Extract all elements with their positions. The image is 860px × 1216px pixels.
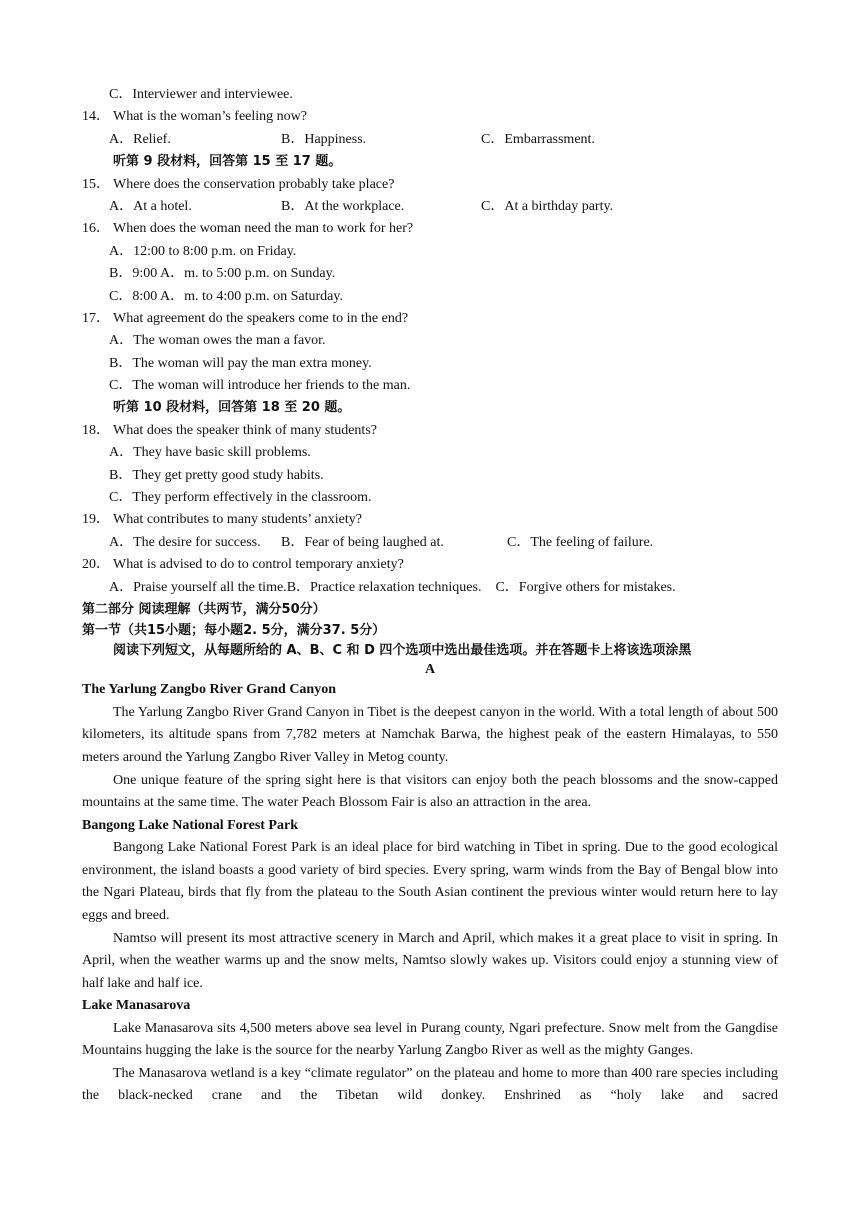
option-a: A．They have basic skill problems.	[109, 445, 311, 461]
option-c: C．They perform effectively in the classroom.	[109, 490, 372, 506]
section-9-instruction: 听第 9 段材料，回答第 15 至 17 题。	[113, 154, 342, 170]
option-c: C．The feeling of failure.	[507, 534, 654, 550]
option-a: A．12:00 to 8:00 p.m. on Friday.	[109, 243, 297, 259]
passage-label: A	[424, 662, 436, 678]
question-14-options	[82, 129, 778, 151]
option-c: C．8:00 A．m. to 4:00 p.m. on Saturday.	[109, 288, 343, 304]
question-17	[82, 308, 778, 330]
option-b: B．Fear of being laughed at.	[281, 534, 444, 550]
option-b: B．Happiness.	[281, 131, 367, 147]
reading-instructions: 阅读下列短文，从每题所给的 A、B、C 和 D 四个选项中选出最佳选项。并在答题卡上将该选项涂黑	[113, 643, 692, 659]
question-14	[82, 106, 778, 128]
option-b: B．Practice relaxation techniques.	[286, 579, 482, 595]
paragraph: The Yarlung Zangbo River Grand Canyon in Tibet is the deepest canyon in the world. With a total length of about 500 kilometers, its altitude spans from 7,782 meters at Namchak Barwa, the highest peak of the eastern Himalayas, to 550 meters around the Yarlung Zangbo River Valley in Metog county.	[82, 704, 778, 765]
paragraph: The Manasarova wetland is a key “climate regulator” on the plateau and home to more than 400 rare species including the black-necked crane and the Tibetan wild donkey. Enshrined as “holy lake and sacred	[82, 1065, 778, 1104]
question-15	[82, 174, 778, 196]
page-content	[82, 84, 778, 1108]
option-c: C．Embarrassment.	[481, 131, 595, 147]
option-b: B．At the workplace.	[281, 198, 405, 214]
question-number: 17．	[82, 310, 110, 326]
option-b: B．The woman will pay the man extra money.	[109, 355, 372, 371]
question-text: What does the speaker think of many students?	[113, 422, 377, 438]
question-20	[82, 554, 778, 576]
question-20-options	[82, 577, 778, 599]
part-two-title: 第二部分 阅读理解（共两节，满分50分）	[82, 601, 326, 617]
section-one-title: 第一节（共15小题；每小题2. 5分，满分37. 5分）	[82, 623, 386, 639]
question-number: 14．	[82, 109, 110, 125]
question-number: 18．	[82, 422, 110, 438]
question-text: What is the woman’s feeling now?	[113, 109, 308, 125]
question-15-options	[82, 196, 778, 218]
question-text: What is advised to do to control temporary anxiety?	[113, 557, 404, 573]
question-18	[82, 420, 778, 442]
option-c: C．At a birthday party.	[481, 198, 614, 214]
option-a: A．Praise yourself all the time.	[109, 579, 287, 595]
paragraph: Namtso will present its most attractive scenery in March and April, which makes it a great place to visit in spring. In April, when the weather warms up and the snow melts, Namtso slowly wakes up. Visitors could enjoy a stunning view of half lake and half ice.	[82, 930, 778, 991]
heading-lake-manasarova: Lake Manasarova	[82, 998, 191, 1014]
option-b: B．9:00 A．m. to 5:00 p.m. on Sunday.	[109, 266, 336, 282]
paragraph: Bangong Lake National Forest Park is an ideal place for bird watching in Tibet in spring. Due to the good ecological environment, the island boasts a good variety of bird species. Every spring, warm winds from the Bay of Bengal blow into the Ngari Plateau, birds that fly from the plateau to the South Asian continent the previous winter would return here to lay eggs and breed.	[82, 840, 778, 923]
question-19-options	[82, 532, 778, 554]
option-a: A．At a hotel.	[109, 198, 192, 214]
question-text: When does the woman need the man to work for her?	[113, 221, 414, 237]
option-a: A．The desire for success.	[109, 534, 261, 550]
question-number: 15．	[82, 176, 110, 192]
section-10-instruction: 听第 10 段材料，回答第 18 至 20 题。	[113, 400, 351, 416]
question-number: 16．	[82, 221, 110, 237]
option-a: A．Relief.	[109, 131, 171, 147]
question-number: 19．	[82, 512, 110, 528]
question-text: What contributes to many students’ anxiety?	[113, 512, 362, 528]
option-c: C．The woman will introduce her friends to the man.	[109, 378, 411, 394]
option-c: C．Forgive others for mistakes.	[495, 579, 676, 595]
question-19	[82, 509, 778, 531]
paragraph: Lake Manasarova sits 4,500 meters above sea level in Purang county, Ngari prefecture. Snow melt from the Gangdise Mountains hugging the lake is the source for the nearby Yarlung Zangbo River as well as the mighty Ganges.	[82, 1020, 778, 1059]
option-b: B．They get pretty good study habits.	[109, 467, 324, 483]
paragraph: One unique feature of the spring sight here is that visitors can enjoy both the peach blossoms and the snow-capped mountains at the same time. The water Peach Blossom Fair is also an attraction in the area.	[82, 772, 778, 811]
question-text: What agreement do the speakers come to in the end?	[113, 310, 409, 326]
question-16	[82, 218, 778, 240]
q13-option-c: C．Interviewer and interviewee.	[109, 87, 293, 102]
question-text: Where does the conservation probably take place?	[113, 176, 395, 192]
question-number: 20．	[82, 557, 110, 573]
option-a: A．The woman owes the man a favor.	[109, 333, 326, 349]
heading-grand-canyon: The Yarlung Zangbo River Grand Canyon	[82, 682, 336, 698]
heading-bangong-lake: Bangong Lake National Forest Park	[82, 817, 298, 833]
